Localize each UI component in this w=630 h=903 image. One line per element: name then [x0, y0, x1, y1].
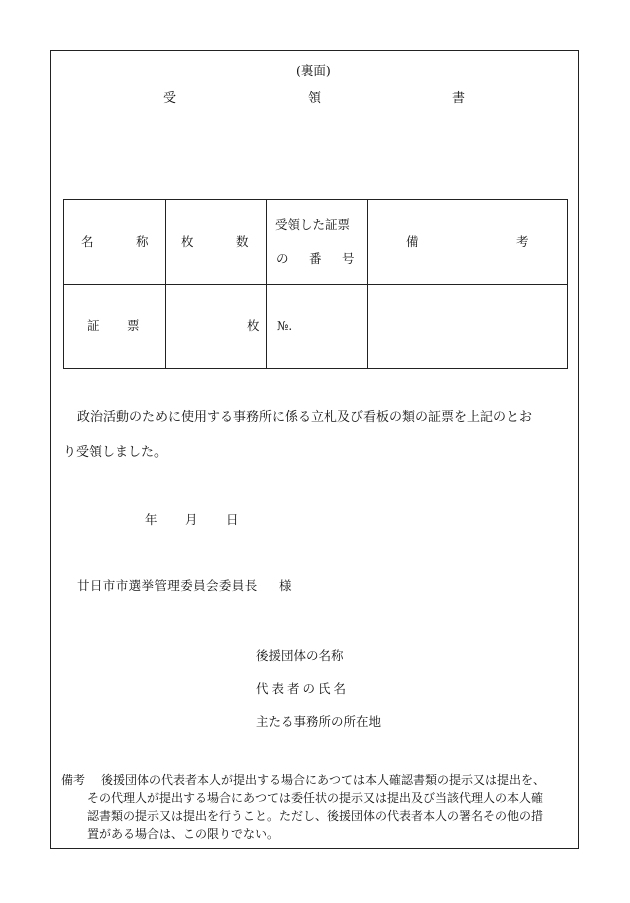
- note-line-1: 後援団体の代表者本人が提出する場合にあつては本人確認書類の提示又は提出を、: [101, 773, 546, 787]
- certificate-table: [63, 199, 568, 369]
- note-line-2: その代理人が提出する場合にあつては委任状の提示又は提出及び当該代理人の本人確: [87, 791, 544, 805]
- header-name-char-2: 称: [136, 234, 149, 249]
- row-name-char-2: 票: [127, 318, 140, 333]
- addressee-honorific: 様: [279, 578, 292, 593]
- header-remarks-char-1: 備: [406, 234, 419, 249]
- title-char-2: 領: [308, 91, 322, 106]
- title-char-1: 受: [163, 91, 177, 106]
- office-address-label: 主たる事務所の所在地: [256, 714, 382, 729]
- rep-name-label: 代表者の氏名: [256, 681, 350, 696]
- row-count-unit: 枚: [247, 318, 260, 333]
- header-number-char-3: 号: [342, 251, 355, 266]
- note-label: 備考: [61, 773, 86, 787]
- note-line-4: 置がある場合は、この限りでない。: [87, 827, 280, 841]
- date-month: 月: [185, 512, 198, 527]
- statement-line-1: 政治活動のために使用する事務所に係る立札及び看板の類の証票を上記のとお: [77, 410, 533, 425]
- header-remarks-char-2: 考: [516, 234, 529, 249]
- header-count-char-2: 数: [236, 234, 249, 249]
- header-number-char-1: の: [276, 251, 289, 266]
- row-number-prefix: №.: [277, 319, 293, 333]
- addressee: 廿日市市選挙管理委員会委員長: [77, 578, 258, 593]
- header-number-line1: 受領した証票: [275, 217, 351, 232]
- title-char-3: 書: [452, 91, 466, 106]
- note-line-3: 認書類の提示又は提出を行うこと。ただし、後援団体の代表者本人の署名その他の措: [87, 809, 544, 823]
- date-day: 日: [226, 512, 239, 527]
- header-number-char-2: 番: [309, 251, 322, 266]
- side-label: (裏面): [296, 63, 331, 78]
- org-name-label: 後援団体の名称: [256, 648, 344, 663]
- header-name-char-1: 名: [81, 234, 94, 249]
- statement-line-2: り受領しました。: [63, 445, 168, 460]
- date-year: 年: [145, 512, 158, 527]
- header-count-char-1: 枚: [181, 234, 194, 249]
- row-name-char-1: 証: [87, 318, 100, 333]
